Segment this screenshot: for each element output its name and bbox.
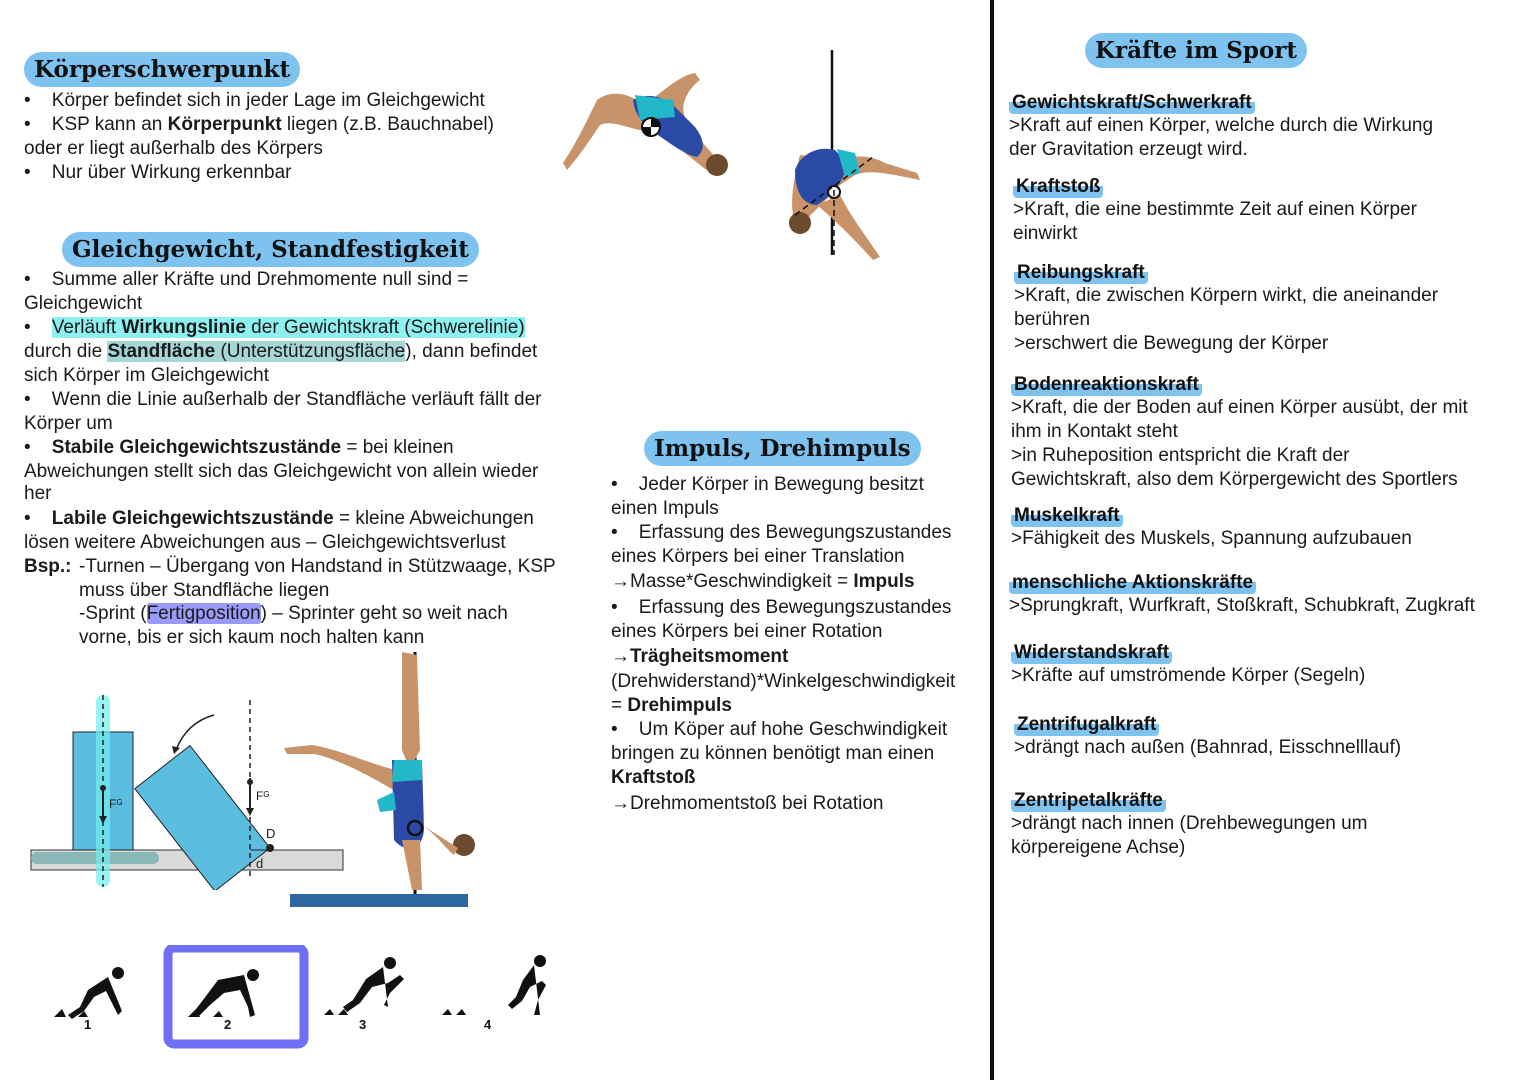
d-upper-label: D [266, 826, 276, 841]
gg-bullet-4: • Stabile Gleichgewichtszustände = bei kleinen [24, 437, 454, 458]
impuls-line-2: einen Impuls [611, 498, 719, 519]
kraft-widerstandskraft [1011, 642, 1365, 688]
kraft-desc: >Kraft auf einen Körper, welche durch die Wirkung [1009, 115, 1434, 136]
impuls-bullet-4: • Um Köper auf hohe Geschwindigkeit [611, 719, 948, 740]
kraft-gewichtskraft [1009, 92, 1433, 162]
fg-label-2: Fᴳ [256, 789, 270, 803]
impuls-bullet-3: • Erfassung des Bewegungszustandes [611, 597, 952, 618]
gg-line-13: -Turnen – Übergang von Handstand in Stützwaage, KSP [79, 556, 556, 577]
kraft-zentripetalkraefte [1011, 790, 1368, 860]
kraft-reibungskraft [1014, 262, 1438, 356]
d-lower-label: d [256, 856, 264, 871]
gg-line-12: lösen weitere Abweichungen aus – Gleichgewichtsverlust [24, 532, 506, 553]
kraft-desc: >Sprungkraft, Wurfkraft, Stoßkraft, Schubkraft, Zugkraft [1009, 595, 1475, 616]
kraft-name: Gewichtskraft/Schwerkraft [1009, 92, 1255, 114]
ksp-bullet-3: • Nur über Wirkung erkennbar [24, 162, 292, 183]
sprinter-3 [324, 957, 404, 1015]
column-divider [990, 0, 994, 1080]
kraft-desc: berühren [1014, 309, 1091, 330]
gg-line-10: her [24, 483, 52, 504]
impuls-line-10: = Drehimpuls [611, 695, 732, 716]
kraft-desc: >drängt nach innen (Drehbewegungen um [1011, 813, 1368, 834]
kraft-desc: >erschwert die Bewegung der Körper [1014, 333, 1329, 354]
impuls-line-12: bringen zu können benötigt man einen [611, 743, 935, 764]
sprint-number-1: 1 [84, 1017, 92, 1032]
gg-bullet-1: • Summe aller Kräfte und Drehmomente null sind = [24, 269, 469, 290]
gg-line-2: Gleichgewicht [24, 293, 143, 314]
kraft-name: Muskelkraft [1011, 505, 1123, 527]
gg-bullet-5: • Labile Gleichgewichtszustände = kleine Abweichungen [24, 508, 534, 529]
impuls-line-4: eines Körpers bei einer Translation [611, 546, 905, 567]
sprint-number-3: 3 [359, 1017, 367, 1032]
kraft-bodenreaktionskraft [1011, 374, 1468, 492]
gymnast-arch-figure [563, 73, 728, 176]
kraft-desc: der Gravitation erzeugt wird. [1009, 139, 1248, 160]
sprinter-2 [188, 969, 259, 1017]
kraft-name: Reibungskraft [1014, 262, 1148, 284]
sprinter-1 [54, 967, 124, 1019]
gg-bullet-2: • Verläuft Wirkungslinie der Gewichtskraft (Schwerelinie) [24, 317, 525, 338]
ksp-title: Körperschwerpunkt [24, 52, 300, 87]
impuls-title: Impuls, Drehimpuls [644, 431, 921, 466]
kraft-desc: >in Ruheposition entspricht die Kraft der [1011, 445, 1350, 466]
kraft-desc: einwirkt [1013, 223, 1078, 244]
kraft-aktionskraefte [1009, 572, 1475, 618]
impuls-line-8: →Trägheitsmoment [611, 646, 789, 667]
gg-line-7: Körper um [24, 413, 113, 434]
gg-line-9: Abweichungen stellt sich das Gleichgewicht von allein wieder [24, 461, 539, 482]
gymnast-flip-illustration [555, 45, 935, 270]
kraft-name: Zentrifugalkraft [1014, 714, 1159, 736]
kraft-desc: >Kraft, die der Boden auf einen Körper ausübt, der mit [1011, 397, 1468, 418]
floor-mat [290, 894, 468, 907]
ksp-bullet-2: • KSP kann an Körperpunkt liegen (z.B. Bauchnabel) [24, 114, 494, 135]
kraft-name: menschliche Aktionskräfte [1009, 572, 1256, 594]
impuls-line-5: →Masse*Geschwindigkeit = Impuls [611, 571, 915, 592]
ksp-bullet-1: • Körper befindet sich in jeder Lage im Gleichgewicht [24, 90, 485, 111]
gymnast-tuck-figure [789, 149, 920, 260]
kraft-desc: >Kraft, die eine bestimmte Zeit auf einen Körper [1013, 199, 1417, 220]
sprint-number-4: 4 [484, 1017, 492, 1032]
sprint-start-sequence [48, 945, 558, 1055]
fg-label-1: Fᴳ [109, 797, 123, 811]
kraft-desc: >Kräfte auf umströmende Körper (Segeln) [1011, 665, 1366, 686]
gg-title: Gleichgewicht, Standfestigkeit [62, 232, 479, 267]
kraft-desc: ihm in Kontakt steht [1011, 421, 1178, 442]
impuls-bullet-1: • Jeder Körper in Bewegung besitzt [611, 474, 924, 495]
sprint-number-2: 2 [224, 1017, 232, 1032]
impuls-line-9: (Drehwiderstand)*Winkelgeschwindigkeit [611, 671, 956, 692]
kraft-name: Bodenreaktionskraft [1011, 374, 1202, 396]
gg-line-4: durch die Standfläche (Unterstützungsfläche), dann befindet [24, 341, 538, 362]
sprinter-4 [442, 955, 546, 1015]
kraft-desc: >drängt nach außen (Bahnrad, Eisschnelllauf) [1014, 737, 1402, 758]
gg-line-15: -Sprint (Fertigposition) – Sprinter geht so weit nach [79, 603, 508, 624]
kraft-zentrifugalkraft [1014, 714, 1401, 760]
kraft-desc: >Fähigkeit des Muskels, Spannung aufzubauen [1011, 528, 1412, 549]
gg-example-label: Bsp.: [24, 556, 72, 577]
kraft-desc: körpereigene Achse) [1011, 837, 1186, 858]
kraft-name: Widerstandskraft [1011, 642, 1172, 664]
kraft-kraftstoss [1013, 176, 1417, 246]
gg-line-14: muss über Standfläche liegen [79, 580, 330, 601]
impuls-line-13: Kraftstoß [611, 767, 696, 788]
gg-line-5: sich Körper im Gleichgewicht [24, 365, 269, 386]
handstand-gymnast-illustration [282, 650, 482, 910]
sprint-highlight-frame [168, 948, 304, 1044]
kraft-desc: >Kraft, die zwischen Körpern wirkt, die aneinander [1014, 285, 1439, 306]
kraefte-title: Kräfte im Sport [1085, 33, 1307, 68]
kraft-name: Kraftstoß [1013, 176, 1103, 198]
impuls-bullet-2: • Erfassung des Bewegungszustandes [611, 522, 952, 543]
kraft-muskelkraft [1011, 505, 1412, 551]
ksp-line-3: oder er liegt außerhalb des Körpers [24, 138, 323, 159]
gg-bullet-3: • Wenn die Linie außerhalb der Standfläche verläuft fällt der [24, 389, 542, 410]
impuls-line-7: eines Körpers bei einer Rotation [611, 621, 883, 642]
gg-line-16: vorne, bis er sich kaum noch halten kann [79, 627, 425, 648]
impuls-line-14: →Drehmomentstoß bei Rotation [611, 793, 884, 814]
kraft-desc: Gewichtskraft, also dem Körpergewicht des Sportlers [1011, 469, 1458, 490]
kraft-name: Zentripetalkräfte [1011, 790, 1166, 812]
